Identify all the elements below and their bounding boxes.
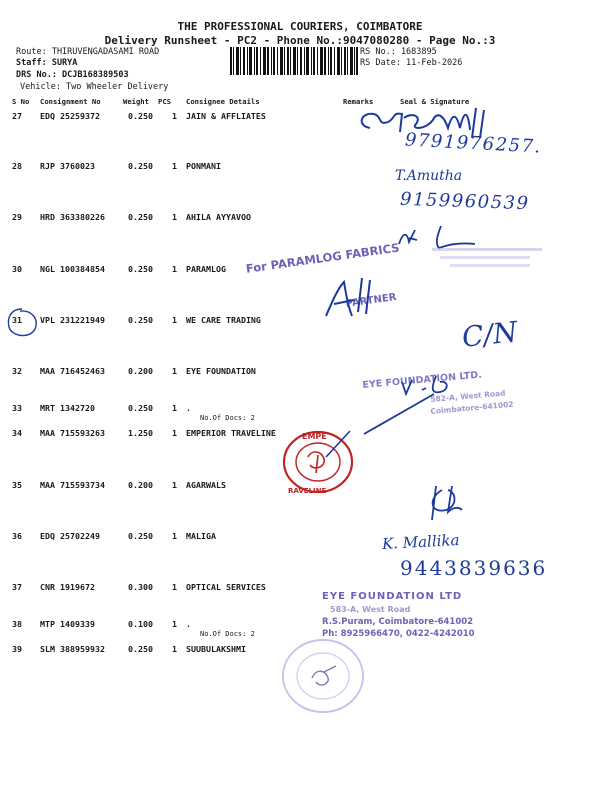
row-pcs: 1 [172,619,177,629]
row-pcs: 1 [172,644,177,654]
faint-stamp-row29 [430,242,550,274]
company-title: THE PROFESSIONAL COURIERS, COIMBATORE [177,20,423,33]
stamp-emperior-bottom-text: RAVELINE [288,487,327,495]
row-consignee: OPTICAL SERVICES [186,582,266,592]
row-pcs: 1 [172,111,177,121]
handwritten-name-row28: T.Amutha [395,168,463,184]
row-consignee: PARAMLOG [186,264,226,274]
table-row [0,366,600,380]
row-weight: 0.250 [128,264,153,274]
hand-circle-mark [4,305,40,341]
col-sno: S No [12,97,30,106]
col-remarks: Remarks [343,97,374,106]
row-sno: 30 [12,264,22,274]
stamp-eye-foundation-2-address: 583-A, West Road [330,605,411,614]
row-pcs: 1 [172,264,177,274]
stamp-eye-foundation-1-address: 582-A, West Road [430,388,506,404]
row-weight: 0.250 [128,403,153,413]
row-consignment: VPL 231221949 [40,315,105,325]
row-pcs: 1 [172,428,177,438]
row-sno: 34 [12,428,22,438]
row-docs-count: No.Of Docs: 2 [200,414,255,422]
row-weight: 0.100 [128,619,153,629]
row-consignee: SUUBULAKSHMI [186,644,246,654]
runsheet-subtitle: Delivery Runsheet - PC2 - Phone No.:9047080280 - Page No.:3 [104,34,496,47]
row-consignment: SLM 388959932 [40,644,105,654]
stamp-eye-foundation-1-title: EYE FOUNDATION LTD. [362,369,483,391]
row-consignee: MALIGA [186,531,216,541]
row-pcs: 1 [172,480,177,490]
row-pcs: 1 [172,582,177,592]
table-row [0,582,600,596]
handwritten-cn-row31: C/N [460,315,519,354]
row-weight: 1.250 [128,428,153,438]
row-consignee: EMPERIOR TRAVELINE [186,428,276,438]
row-pcs: 1 [172,212,177,222]
table-row [0,212,600,226]
drs-label: DRS No.: DCJB168389503 [16,70,129,80]
handwritten-phone-row28: 9159960539 [399,188,530,215]
row-pcs: 1 [172,161,177,171]
handwritten-phone-row27: 9791976257. [404,129,543,158]
col-pcs: PCS [158,97,171,106]
vehicle-label: Vehicle: Two Wheeler Delivery [20,82,169,92]
row-weight: 0.250 [128,212,153,222]
row-sno: 37 [12,582,22,592]
stamp-paramlog-title: For PARAMLOG FABRICS [245,240,401,276]
rs-number: RS No.: 1683895 [360,47,437,57]
stamp-emperior-traveline [278,427,358,497]
stamp-eye-foundation-2-title: EYE FOUNDATION LTD [322,591,463,602]
signature-row35 [418,482,468,524]
row-consignment: EDQ 25259372 [40,111,100,121]
row-weight: 0.250 [128,315,153,325]
row-sno: 27 [12,111,22,121]
row-weight: 0.250 [128,644,153,654]
row-sno: 33 [12,403,22,413]
stamp-emperior-top-text: EMPE [302,432,327,441]
row-consignee: . [186,403,191,413]
stamp-paramlog-partner: PARTNER [345,291,398,310]
stamp-eye-foundation-2-city: R.S.Puram, Coimbatore-641002 [322,617,474,627]
row-consignee: WE CARE TRADING [186,315,261,325]
row-consignment: MAA 716452463 [40,366,105,376]
row-weight: 0.250 [128,531,153,541]
row-sno: 38 [12,619,22,629]
col-seal-signature: Seal & Signature [400,97,470,106]
faint-stamp-graphic [430,242,550,272]
handwritten-name-row36: K. Mallika [381,530,460,554]
row-sno: 29 [12,212,22,222]
col-consignment: Consignment No [40,97,101,106]
row-pcs: 1 [172,531,177,541]
row-consignee: JAIN & AFFLIATES [186,111,266,121]
row-consignee: PONMANI [186,161,221,171]
table-row [0,531,600,545]
row-consignee: EYE FOUNDATION [186,366,256,376]
handwritten-phone-row36: 9443839636 [400,556,548,580]
row-sno: 32 [12,366,22,376]
row-consignment: RJP 3760023 [40,161,95,171]
row-docs-count: No.Of Docs: 2 [200,630,255,638]
rs-date: RS Date: 11-Feb-2026 [360,58,463,68]
row-consignment: EDQ 25702249 [40,531,100,541]
row-pcs: 1 [172,315,177,325]
row-consignment: NGL 100384854 [40,264,105,274]
row-sno: 31 [12,315,22,325]
row-sno: 28 [12,161,22,171]
row-sno: 35 [12,480,22,490]
row-weight: 0.200 [128,480,153,490]
row-weight: 0.200 [128,366,153,376]
row-consignment: MAA 715593734 [40,480,105,490]
row-sno: 36 [12,531,22,541]
row-consignment: CNR 1919672 [40,582,95,592]
stamp-eye-foundation-1-city: Coimbatore-641002 [430,399,514,416]
signature-row32 [360,368,483,438]
row-consignment: MTP 1409339 [40,619,95,629]
table-row [0,161,600,175]
row-weight: 0.300 [128,582,153,592]
row-consignment: MRT 1342720 [40,403,95,413]
route-label: Route: THIRUVENGADASAMI ROAD [16,47,160,57]
row-weight: 0.250 [128,111,153,121]
row-consignment: MAA 715593263 [40,428,105,438]
row-consignee: AGARWALS [186,480,226,490]
faint-round-stamp-row39 [278,636,368,716]
row-sno: 39 [12,644,22,654]
staff-label: Staff: SURYA [16,58,78,68]
row-consignee: . [186,619,191,629]
barcode [230,47,358,75]
row-consignment: HRD 363380226 [40,212,105,222]
barcode-graphic [230,47,358,75]
col-consignee: Consignee Details [186,97,260,106]
row-pcs: 1 [172,366,177,376]
stamp-eye-foundation-2-phone: Ph: 8925966470, 0422-4242010 [322,629,475,639]
row-weight: 0.250 [128,161,153,171]
col-weight: Weight [123,97,149,106]
signature-paramlog [318,272,388,322]
row-pcs: 1 [172,403,177,413]
row-consignee: AHILA AYYAVOO [186,212,251,222]
